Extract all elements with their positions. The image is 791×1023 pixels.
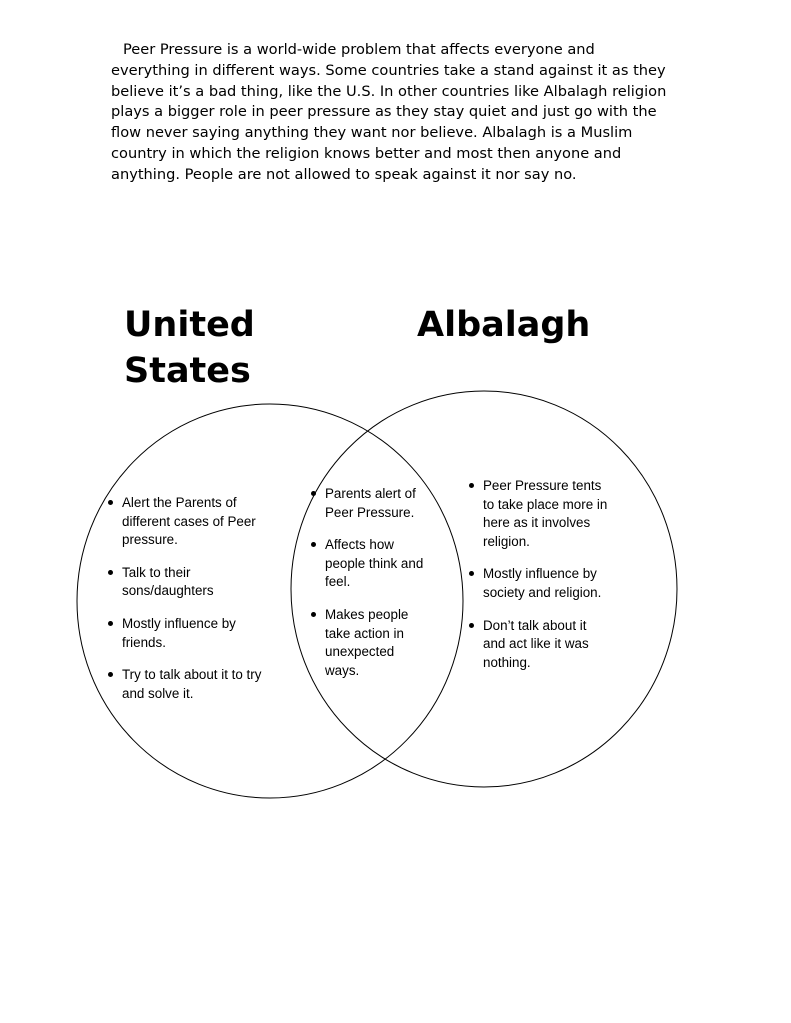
list-item: Talk to their sons/daughters	[108, 564, 280, 601]
shared-list	[311, 485, 431, 694]
list-item: Affects how people think and feel.	[311, 536, 431, 592]
albalagh-list	[469, 477, 609, 686]
united-states-list	[108, 494, 280, 717]
list-item: Peer Pressure tents to take place more in here as it involves religion.	[469, 477, 609, 551]
list-item: Makes people take action in unexpected ways.	[311, 606, 431, 680]
venn-left-title: United States	[124, 305, 255, 391]
list-item: Alert the Parents of different cases of Peer pressure.	[108, 494, 280, 550]
list-item: Don’t talk about it and act like it was nothing.	[469, 617, 609, 673]
intro-paragraph: Peer Pressure is a world-wide problem that affects everyone and everything in different ways. Some countries take a stand against it as they believe it’s a bad thing, like the U.S. In other countries like Albalagh religion plays a bigger role in peer pressure as they stay quiet and just go with the flow never saying anything they want nor believe. Albalagh is a Muslim country in which the religion knows better and most then anyone and anything. People are not allowed to speak against it nor say no.	[111, 41, 667, 183]
venn-right-title: Albalagh	[417, 305, 591, 345]
list-item: Parents alert of Peer Pressure.	[311, 485, 431, 522]
list-item: Mostly influence by friends.	[108, 615, 280, 652]
list-item: Mostly influence by society and religion.	[469, 565, 609, 602]
list-item: Try to talk about it to try and solve it.	[108, 666, 280, 703]
